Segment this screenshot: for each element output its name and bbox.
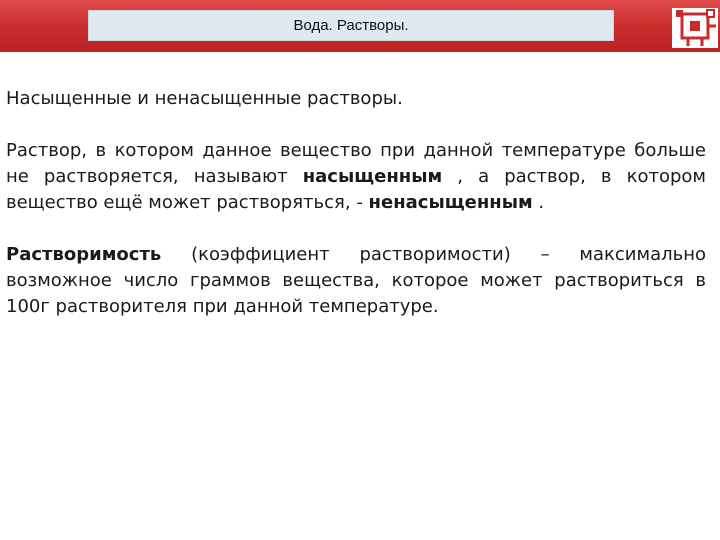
term-saturated: насыщенным <box>302 166 443 187</box>
paragraph2-text-a: (коэффициент растворимости) – максимально возможное число граммов вещества, которое может раствориться в 100г растворителя при данной температуре. <box>6 244 706 317</box>
solubility-paragraph <box>6 242 706 320</box>
paragraph1-text-c: . <box>532 192 545 213</box>
molecule-logo-icon <box>672 8 718 48</box>
paragraph1-text-b: , а раствор, в котором вещество ещё может растворяться, - <box>6 166 706 213</box>
term-unsaturated: ненасыщенным <box>368 192 533 213</box>
content-heading: Насыщенные и ненасыщенные растворы. <box>6 88 403 109</box>
slide-title: Вода. Растворы. <box>293 17 409 34</box>
definition-paragraph <box>6 138 706 216</box>
slide-title-box <box>88 10 614 41</box>
term-solubility: Растворимость <box>6 244 162 265</box>
slide-content <box>6 86 706 346</box>
paragraph1-text-a: Раствор, в котором данное вещество при данной температуре больше не растворяется, называют <box>6 140 706 187</box>
